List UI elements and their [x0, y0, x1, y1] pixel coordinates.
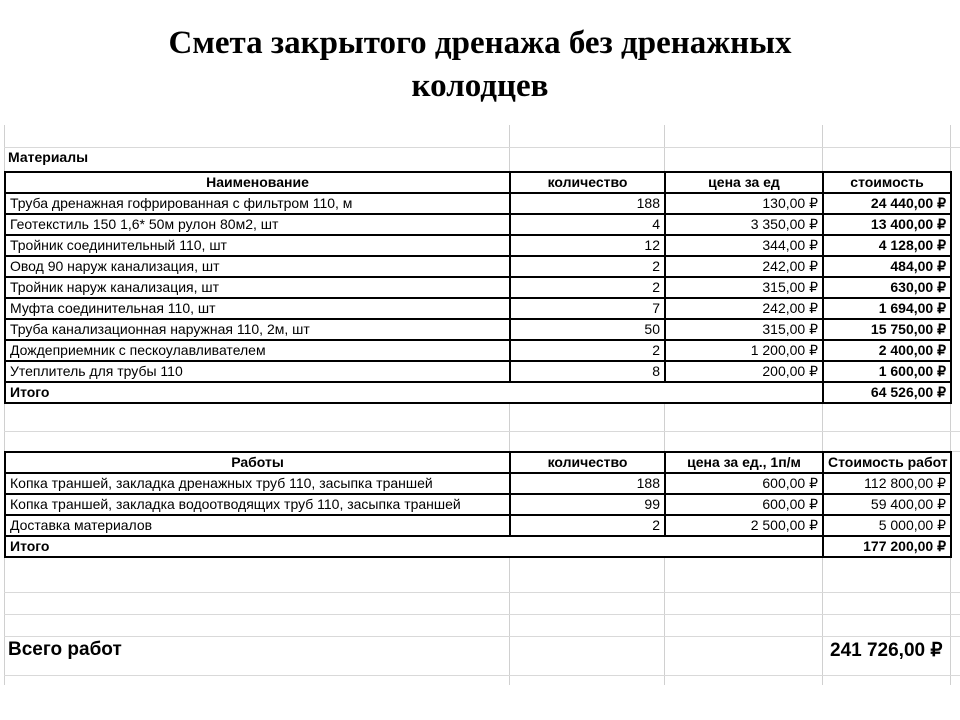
row-name: Тройник соединительный 110, шт	[5, 235, 510, 256]
table-row	[5, 277, 951, 298]
table-row	[5, 235, 951, 256]
total-label: Итого	[5, 536, 823, 557]
row-name: Труба канализационная наружная 110, 2м, шт	[5, 319, 510, 340]
row-cost: 24 440,00 ₽	[823, 193, 951, 214]
row-qty: 50	[510, 319, 665, 340]
row-qty: 99	[510, 494, 665, 515]
row-cost: 484,00 ₽	[823, 256, 951, 277]
gridline	[4, 675, 960, 676]
row-cost: 2 400,00 ₽	[823, 340, 951, 361]
row-cost: 15 750,00 ₽	[823, 319, 951, 340]
grand-total-label: Всего работ	[8, 639, 122, 660]
table-row	[5, 319, 951, 340]
works-table	[4, 451, 952, 558]
row-cost: 630,00 ₽	[823, 277, 951, 298]
row-cost: 1 600,00 ₽	[823, 361, 951, 382]
gridline	[4, 636, 960, 637]
row-qty: 188	[510, 473, 665, 494]
row-qty: 2	[510, 515, 665, 536]
table-row	[5, 515, 951, 536]
row-price: 130,00 ₽	[665, 193, 823, 214]
total-value: 177 200,00 ₽	[823, 536, 951, 557]
row-name: Труба дренажная гофрированная с фильтром 110, м	[5, 193, 510, 214]
row-qty: 4	[510, 214, 665, 235]
row-qty: 2	[510, 256, 665, 277]
table-row	[5, 494, 951, 515]
spreadsheet	[4, 125, 960, 685]
header-name: Наименование	[5, 172, 510, 193]
header-qty: количество	[510, 172, 665, 193]
row-cost: 59 400,00 ₽	[823, 494, 951, 515]
table-row	[5, 340, 951, 361]
gridline	[4, 431, 960, 432]
row-qty: 12	[510, 235, 665, 256]
title-line-2: колодцев	[411, 68, 549, 104]
row-qty: 8	[510, 361, 665, 382]
materials-section-label: Материалы	[8, 149, 89, 165]
table-row	[5, 298, 951, 319]
row-price: 242,00 ₽	[665, 256, 823, 277]
row-price: 600,00 ₽	[665, 473, 823, 494]
row-price: 315,00 ₽	[665, 277, 823, 298]
gridline	[4, 614, 960, 615]
row-price: 1 200,00 ₽	[665, 340, 823, 361]
materials-header-row	[5, 172, 951, 193]
row-name: Копка траншей, закладка дренажных труб 110, засыпка траншей	[5, 473, 510, 494]
table-row	[5, 214, 951, 235]
row-name: Копка траншей, закладка водоотводящих труб 110, засыпка траншей	[5, 494, 510, 515]
row-price: 242,00 ₽	[665, 298, 823, 319]
row-price: 344,00 ₽	[665, 235, 823, 256]
total-label: Итого	[5, 382, 823, 403]
gridline	[4, 592, 960, 593]
row-name: Утеплитель для трубы 110	[5, 361, 510, 382]
row-qty: 7	[510, 298, 665, 319]
row-price: 2 500,00 ₽	[665, 515, 823, 536]
header-cost: Стоимость работ	[823, 452, 951, 473]
materials-total-row	[5, 382, 951, 403]
materials-table	[4, 171, 952, 404]
page-title	[0, 22, 960, 108]
header-qty: количество	[510, 452, 665, 473]
row-qty: 2	[510, 340, 665, 361]
gridline	[4, 147, 960, 148]
row-cost: 5 000,00 ₽	[823, 515, 951, 536]
row-name: Овод 90 наруж канализация, шт	[5, 256, 510, 277]
row-price: 315,00 ₽	[665, 319, 823, 340]
title-line-1: Смета закрытого дренажа без дренажных	[168, 25, 792, 61]
table-row	[5, 473, 951, 494]
row-cost: 112 800,00 ₽	[823, 473, 951, 494]
works-total-row	[5, 536, 951, 557]
grand-total-value: 241 726,00 ₽	[830, 640, 943, 661]
row-cost: 1 694,00 ₽	[823, 298, 951, 319]
row-name: Тройник наруж канализация, шт	[5, 277, 510, 298]
row-cost: 13 400,00 ₽	[823, 214, 951, 235]
header-works: Работы	[5, 452, 510, 473]
total-value: 64 526,00 ₽	[823, 382, 951, 403]
row-qty: 2	[510, 277, 665, 298]
header-price: цена за ед	[665, 172, 823, 193]
row-qty: 188	[510, 193, 665, 214]
row-price: 200,00 ₽	[665, 361, 823, 382]
header-price: цена за ед., 1п/м	[665, 452, 823, 473]
table-row	[5, 193, 951, 214]
row-name: Дождеприемник с пескоулавливателем	[5, 340, 510, 361]
row-cost: 4 128,00 ₽	[823, 235, 951, 256]
row-name: Доставка материалов	[5, 515, 510, 536]
table-row	[5, 361, 951, 382]
header-cost: стоимость	[823, 172, 951, 193]
works-header-row	[5, 452, 951, 473]
row-price: 3 350,00 ₽	[665, 214, 823, 235]
table-row	[5, 256, 951, 277]
row-price: 600,00 ₽	[665, 494, 823, 515]
row-name: Муфта соединительная 110, шт	[5, 298, 510, 319]
row-name: Геотекстиль 150 1,6* 50м рулон 80м2, шт	[5, 214, 510, 235]
